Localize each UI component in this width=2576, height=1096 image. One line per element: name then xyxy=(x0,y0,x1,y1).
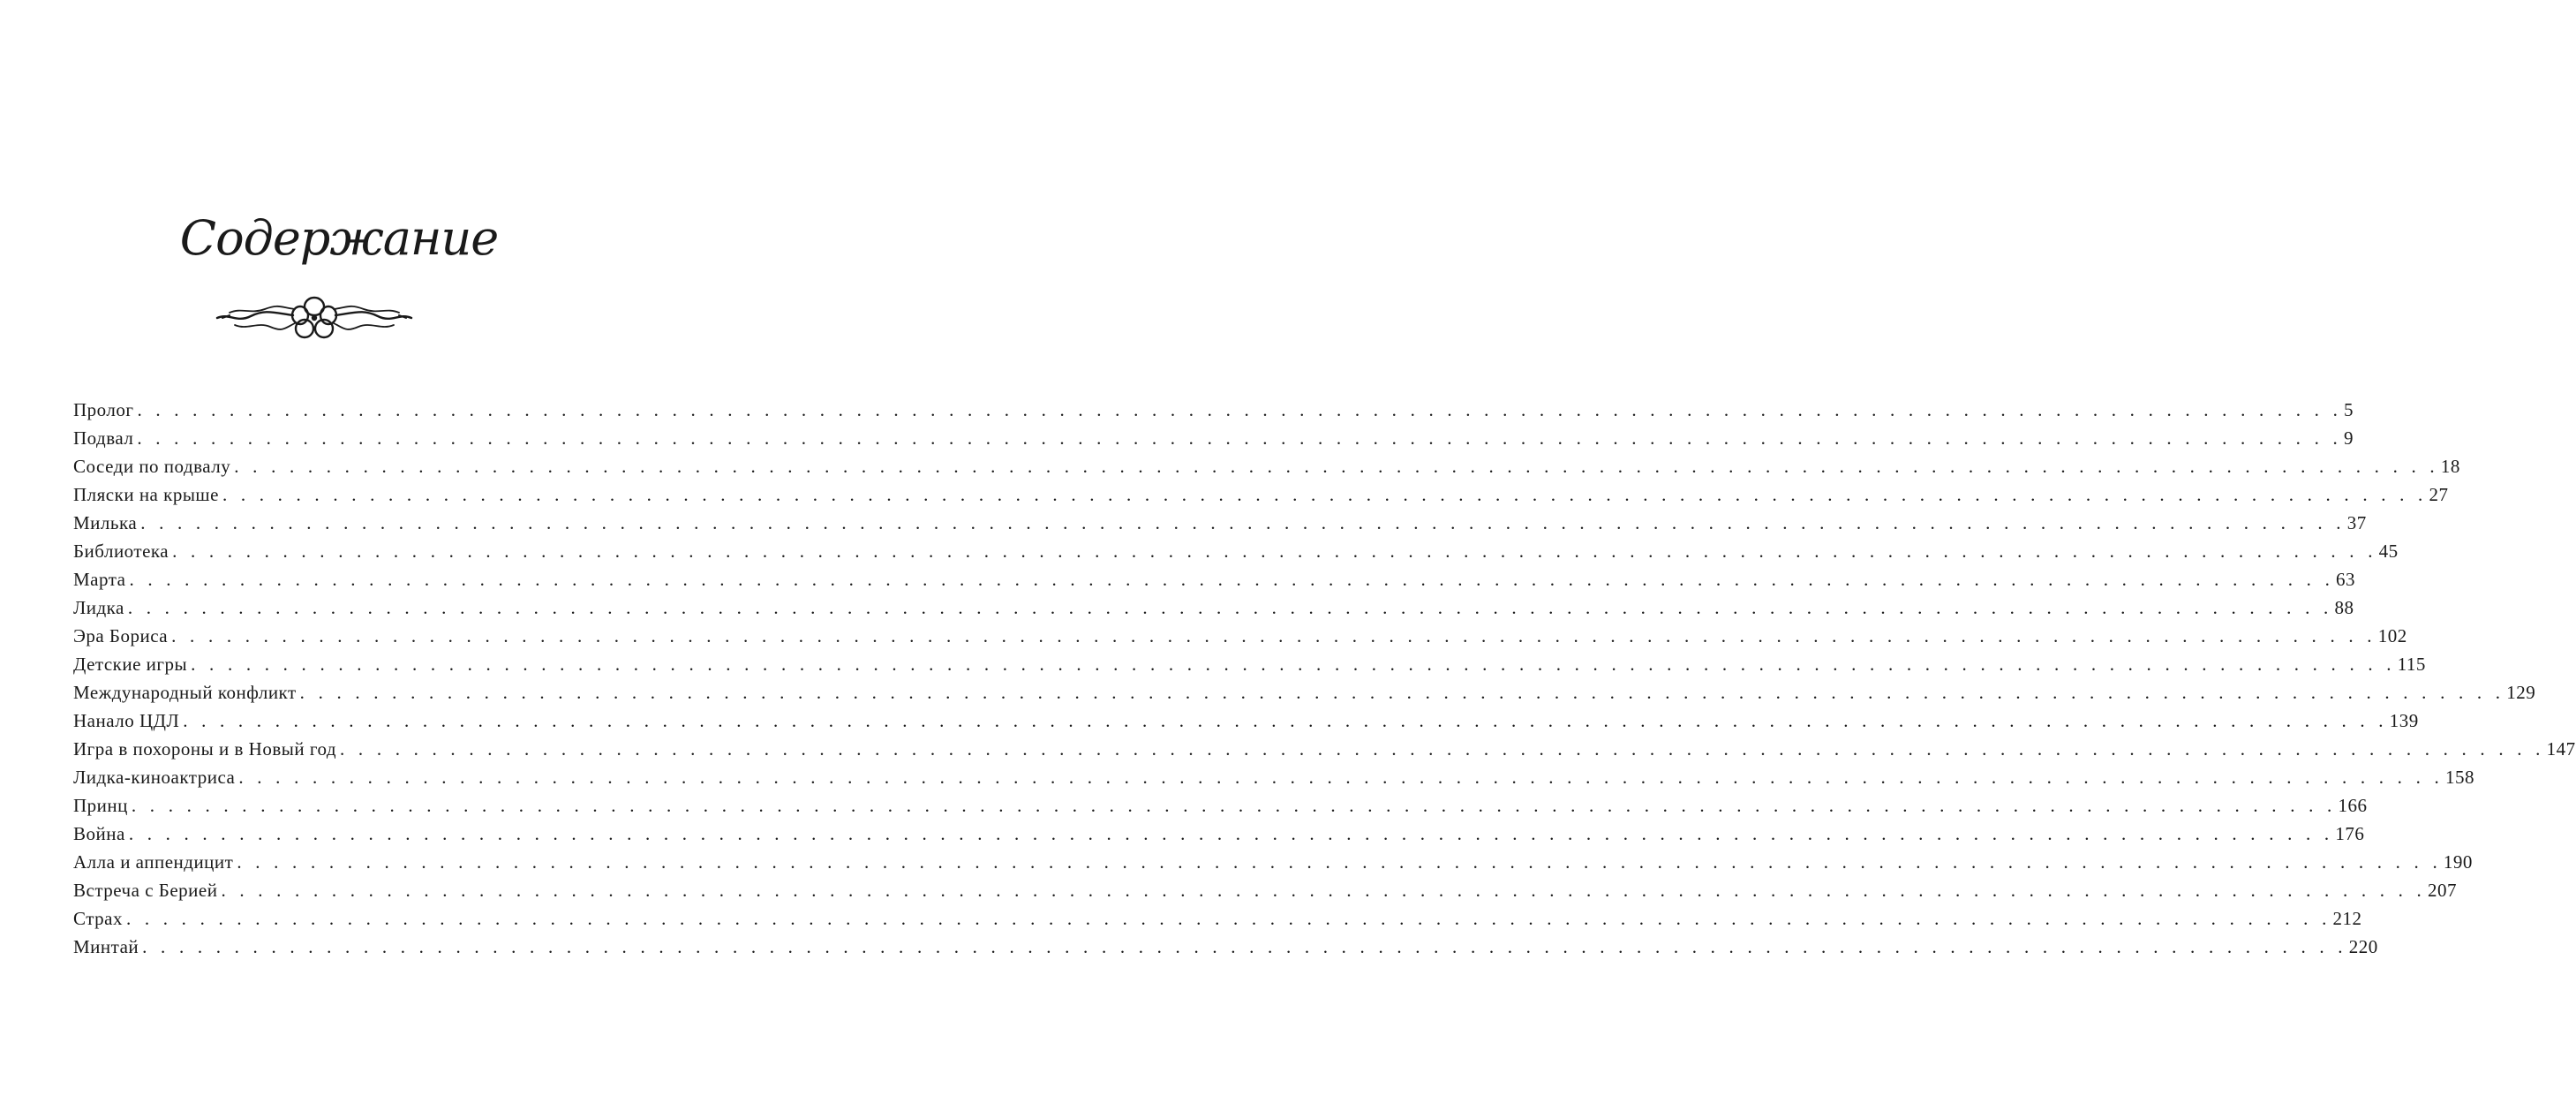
toc-entry-title: Нанало ЦДЛ xyxy=(73,710,180,731)
toc-entry xyxy=(73,707,2419,735)
toc-dot-leader: . . . . . . . . . . . . . . . . . . . . . . . . . . . . . . . . . . . . . . . . . . . . . . . . . . . . . . . . . . . . . . . . . . . . . . . . . . . . . . . . . . . . . . . . . . . . . . . . . . . . . . . . . . . . . . . . . . . . . . . . xyxy=(234,456,2439,477)
toc-entry-page-number: 18 xyxy=(2440,456,2460,477)
toc-entry-title: Страх xyxy=(73,908,123,929)
toc-entry xyxy=(73,593,2354,622)
toc-entry-title: Пролог xyxy=(73,399,134,420)
toc-entry-page-number: 45 xyxy=(2378,540,2399,562)
toc-entry-title: Подвал xyxy=(73,427,134,449)
toc-entry-title: Алла и аппендицит xyxy=(73,851,234,873)
toc-dot-leader: . . . . . . . . . . . . . . . . . . . . . . . . . . . . . . . . . . . . . . . . . . . . . . . . . . . . . . . . . . . . . . . . . . . . . . . . . . . . . . . . . . . . . . . . . . . . . . . . . . . . . . . . . . . . . . . . . . . . . . . . xyxy=(129,569,2335,590)
toc-entry-page-number: 147 xyxy=(2546,738,2576,760)
toc-entry-page-number: 129 xyxy=(2506,682,2536,703)
toc-dot-leader: . . . . . . . . . . . . . . . . . . . . . . . . . . . . . . . . . . . . . . . . . . . . . . . . . . . . . . . . . . . . . . . . . . . . . . . . . . . . . . . . . . . . . . . . . . . . . . . . . . . . . . . . . . . . . . . . . . . . . . . . xyxy=(172,540,2377,562)
toc-entry xyxy=(73,424,2354,452)
toc-dot-leader: . . . . . . . . . . . . . . . . . . . . . . . . . . . . . . . . . . . . . . . . . . . . . . . . . . . . . . . . . . . . . . . . . . . . . . . . . . . . . . . . . . . . . . . . . . . . . . . . . . . . . . . . . . . . . . . . . . . . . . . . xyxy=(140,512,2346,533)
toc-entry xyxy=(73,452,2460,480)
toc-dot-leader: . . . . . . . . . . . . . . . . . . . . . . . . . . . . . . . . . . . . . . . . . . . . . . . . . . . . . . . . . . . . . . . . . . . . . . . . . . . . . . . . . . . . . . . . . . . . . . . . . . . . . . . . . . . . . . . . . . . . . . . . xyxy=(137,399,2343,420)
toc-entry-page-number: 158 xyxy=(2444,767,2474,788)
toc-entry xyxy=(73,820,2365,848)
toc-dot-leader: . . . . . . . . . . . . . . . . . . . . . . . . . . . . . . . . . . . . . . . . . . . . . . . . . . . . . . . . . . . . . . . . . . . . . . . . . . . . . . . . . . . . . . . . . . . . . . . . . . . . . . . . . . . . . . . . . . . . . . . . xyxy=(125,908,2331,929)
toc-dot-leader: . . . . . . . . . . . . . . . . . . . . . . . . . . . . . . . . . . . . . . . . . . . . . . . . . . . . . . . . . . . . . . . . . . . . . . . . . . . . . . . . . . . . . . . . . . . . . . . . . . . . . . . . . . . . . . . . . . . . . . . . xyxy=(221,880,2427,901)
toc-dot-leader: . . . . . . . . . . . . . . . . . . . . . . . . . . . . . . . . . . . . . . . . . . . . . . . . . . . . . . . . . . . . . . . . . . . . . . . . . . . . . . . . . . . . . . . . . . . . . . . . . . . . . . . . . . . . . . . . . . . . . . . . xyxy=(238,767,2444,788)
toc-entry xyxy=(73,735,2576,763)
toc-entry-page-number: 176 xyxy=(2335,823,2365,844)
toc-entry-title: Война xyxy=(73,823,125,844)
toc-dot-leader: . . . . . . . . . . . . . . . . . . . . . . . . . . . . . . . . . . . . . . . . . . . . . . . . . . . . . . . . . . . . . . . . . . . . . . . . . . . . . . . . . . . . . . . . . . . . . . . . . . . . . . . . . . . . . . . . . . . . . . . . xyxy=(142,936,2347,957)
toc-entry xyxy=(73,396,2354,424)
toc-dot-leader: . . . . . . . . . . . . . . . . . . . . . . . . . . . . . . . . . . . . . . . . . . . . . . . . . . . . . . . . . . . . . . . . . . . . . . . . . . . . . . . . . . . . . . . . . . . . . . . . . . . . . . . . . . . . . . . . . . . . . . . . xyxy=(131,795,2337,816)
toc-entry-page-number: 63 xyxy=(2336,569,2356,590)
toc-entry-title: Международный конфликт xyxy=(73,682,297,703)
toc-entry-page-number: 37 xyxy=(2346,512,2367,533)
toc-entry xyxy=(73,509,2367,537)
toc-entry-title: Лидка xyxy=(73,597,124,618)
toc-entry xyxy=(73,876,2458,904)
toc-entry xyxy=(73,933,2378,961)
toc-dot-leader: . . . . . . . . . . . . . . . . . . . . . . . . . . . . . . . . . . . . . . . . . . . . . . . . . . . . . . . . . . . . . . . . . . . . . . . . . . . . . . . . . . . . . . . . . . . . . . . . . . . . . . . . . . . . . . . . . . . . . . . . xyxy=(183,710,2388,731)
toc-entry-title: Встреча с Берией xyxy=(73,880,218,901)
toc-entry xyxy=(73,763,2474,791)
toc-entry-page-number: 27 xyxy=(2429,484,2449,505)
toc-entry-title: Соседи по подвалу xyxy=(73,456,231,477)
toc-entry-title: Библиотека xyxy=(73,540,169,562)
toc-dot-leader: . . . . . . . . . . . . . . . . . . . . . . . . . . . . . . . . . . . . . . . . . . . . . . . . . . . . . . . . . . . . . . . . . . . . . . . . . . . . . . . . . . . . . . . . . . . . . . . . . . . . . . . . . . . . . . . . . . . . . . . . xyxy=(340,738,2545,760)
toc-entry-title: Пляски на крыше xyxy=(73,484,219,505)
toc-entry-title: Принц xyxy=(73,795,128,816)
toc-entry xyxy=(73,650,2426,678)
toc-entry-title: Лидка-киноактриса xyxy=(73,767,236,788)
toc-entry-page-number: 88 xyxy=(2334,597,2354,618)
toc-entry-page-number: 5 xyxy=(2344,399,2354,420)
toc-entry-page-number: 190 xyxy=(2443,851,2473,873)
toc-entry-page-number: 166 xyxy=(2338,795,2368,816)
toc-entry xyxy=(73,565,2356,593)
toc-dot-leader: . . . . . . . . . . . . . . . . . . . . . . . . . . . . . . . . . . . . . . . . . . . . . . . . . . . . . . . . . . . . . . . . . . . . . . . . . . . . . . . . . . . . . . . . . . . . . . . . . . . . . . . . . . . . . . . . . . . . . . . . xyxy=(128,823,2334,844)
toc-entry-title: Детские игры xyxy=(73,654,188,675)
toc-dot-leader: . . . . . . . . . . . . . . . . . . . . . . . . . . . . . . . . . . . . . . . . . . . . . . . . . . . . . . . . . . . . . . . . . . . . . . . . . . . . . . . . . . . . . . . . . . . . . . . . . . . . . . . . . . . . . . . . . . . . . . . . xyxy=(222,484,2428,505)
toc-entry xyxy=(73,678,2536,707)
page-title: Содержание xyxy=(179,210,499,266)
toc-entry-page-number: 207 xyxy=(2428,880,2458,901)
toc-entry xyxy=(73,622,2407,650)
toc-entry-page-number: 102 xyxy=(2377,625,2407,646)
toc-entry-page-number: 220 xyxy=(2348,936,2378,957)
toc-entry-page-number: 139 xyxy=(2389,710,2419,731)
toc-entry-title: Игра в похороны и в Новый год xyxy=(73,738,337,760)
toc-dot-leader: . . . . . . . . . . . . . . . . . . . . . . . . . . . . . . . . . . . . . . . . . . . . . . . . . . . . . . . . . . . . . . . . . . . . . . . . . . . . . . . . . . . . . . . . . . . . . . . . . . . . . . . . . . . . . . . . . . . . . . . . xyxy=(237,851,2442,873)
toc-entry-page-number: 9 xyxy=(2343,427,2354,449)
flower-divider-icon xyxy=(212,291,417,344)
toc-dot-leader: . . . . . . . . . . . . . . . . . . . . . . . . . . . . . . . . . . . . . . . . . . . . . . . . . . . . . . . . . . . . . . . . . . . . . . . . . . . . . . . . . . . . . . . . . . . . . . . . . . . . . . . . . . . . . . . . . . . . . . . . xyxy=(299,682,2505,703)
toc-dot-leader: . . . . . . . . . . . . . . . . . . . . . . . . . . . . . . . . . . . . . . . . . . . . . . . . . . . . . . . . . . . . . . . . . . . . . . . . . . . . . . . . . . . . . . . . . . . . . . . . . . . . . . . . . . . . . . . . . . . . . . . . xyxy=(171,625,2376,646)
toc-entry xyxy=(73,848,2473,876)
toc-entry xyxy=(73,791,2368,820)
toc-entry-page-number: 212 xyxy=(2332,908,2362,929)
toc-entry-title: Эра Бориса xyxy=(73,625,169,646)
toc-dot-leader: . . . . . . . . . . . . . . . . . . . . . . . . . . . . . . . . . . . . . . . . . . . . . . . . . . . . . . . . . . . . . . . . . . . . . . . . . . . . . . . . . . . . . . . . . . . . . . . . . . . . . . . . . . . . . . . . . . . . . . . . xyxy=(127,597,2333,618)
toc-entry xyxy=(73,537,2399,565)
toc-entry xyxy=(73,904,2362,933)
toc-dot-leader: . . . . . . . . . . . . . . . . . . . . . . . . . . . . . . . . . . . . . . . . . . . . . . . . . . . . . . . . . . . . . . . . . . . . . . . . . . . . . . . . . . . . . . . . . . . . . . . . . . . . . . . . . . . . . . . . . . . . . . . . xyxy=(191,654,2396,675)
table-of-contents xyxy=(73,396,2576,961)
toc-entry-title: Марта xyxy=(73,569,126,590)
toc-entry-page-number: 115 xyxy=(2397,654,2426,675)
toc-entry-title: Минтай xyxy=(73,936,139,957)
toc-entry-title: Милька xyxy=(73,512,138,533)
toc-entry xyxy=(73,480,2449,509)
toc-dot-leader: . . . . . . . . . . . . . . . . . . . . . . . . . . . . . . . . . . . . . . . . . . . . . . . . . . . . . . . . . . . . . . . . . . . . . . . . . . . . . . . . . . . . . . . . . . . . . . . . . . . . . . . . . . . . . . . . . . . . . . . . xyxy=(137,427,2342,449)
